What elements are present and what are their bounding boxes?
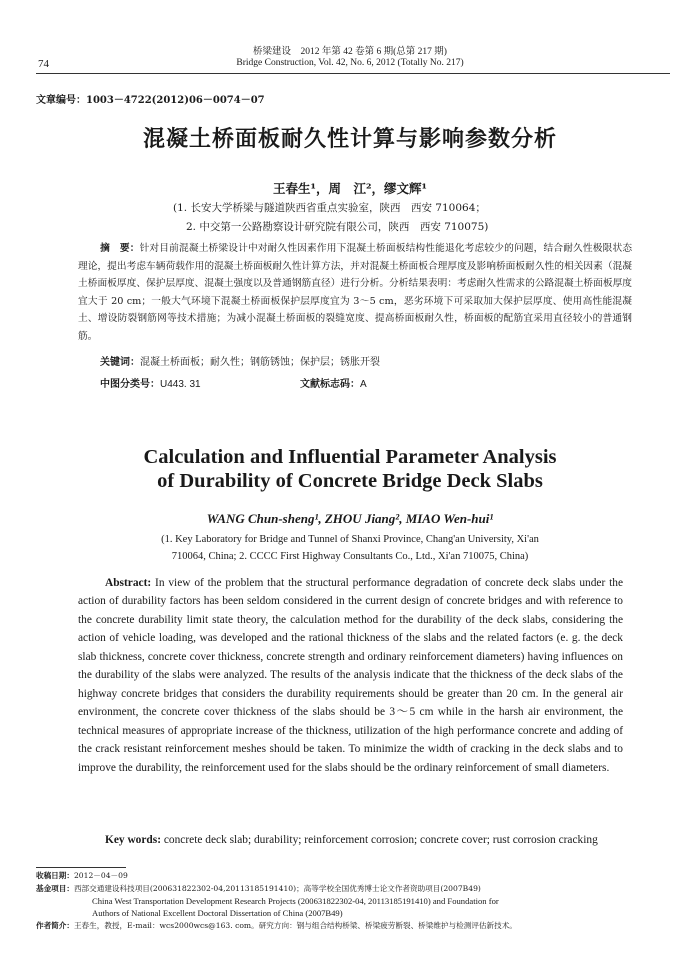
english-affiliation-1: (1. Key Laboratory for Bridge and Tunnel of Shanxi Province, Chang'an University, Xi'an — [161, 534, 539, 545]
page-number: 74 — [38, 58, 49, 70]
chinese-abstract-text: 针对目前混凝土桥梁设计中对耐久性因素作用下混凝土桥面板结构性能退化考虑较少的问题，结合耐久性极限状态理论，提出考虑车辆荷载作用的混凝土桥面板耐久性计算方法，并对混凝土桥面板合理厚度及影响桥面板耐久性的相关因素（混凝土桥面板厚度、保护层厚度、混凝土强度以及普通钢筋直径）进行分析。分析结果表明：考虑耐久性需求的公路混凝土桥面板厚度宜大于 20 cm；一般大气环境下混凝土桥面板保护层厚度宜为 3～5 cm，恶劣环境下可采取加大保护层厚度、使用高性能混凝土、增设防裂钢筋网等技术措施；为减小混凝土桥面板的裂缝宽度、提高桥面板耐久性，桥面板的配筋宜采用直径较小的普通钢筋。 — [78, 243, 633, 342]
author-bio-text: 王春生，教授，E-mail：wcs2000wcs@163. com。研究方向：钢与组合结构桥梁、桥梁疲劳断裂、桥梁维护与检测评估新技术。 — [73, 921, 517, 930]
document-code-value: A — [360, 379, 367, 390]
document-code — [300, 375, 367, 390]
english-authors: WANG Chun-sheng¹, ZHOU Jiang², MIAO Wen-hui¹ — [206, 511, 494, 526]
english-abstract-label: Abstract: — [105, 577, 152, 589]
journal-header-cn: 桥梁建设 2012 年第 42 卷第 6 期(总第 217 期) — [253, 47, 447, 57]
fund-text-en-1: China West Transportation Development Research Projects (200631822302-04, 20113185191410) and Foundation for — [92, 896, 499, 906]
received-label: 收稿日期： — [36, 871, 74, 880]
chinese-authors: 王春生¹，周 江²，缪文辉¹ — [273, 181, 427, 196]
english-keywords-label: Key words: — [105, 834, 161, 846]
fund-label: 基金项目： — [36, 884, 74, 893]
chinese-keywords-text: 混凝土桥面板；耐久性；钢筋锈蚀；保护层；锈胀开裂 — [140, 357, 380, 368]
fund-text-en-2: Authors of National Excellent Doctoral Dissertation of China (2007B49) — [92, 908, 343, 918]
fund-text-cn: 西部交通建设科技项目(200631822302-04,20113185191410)；高等学校全国优秀博士论文作者资助项目(2007B49) — [73, 884, 481, 893]
english-title-line-2: of Durability of Concrete Bridge Deck Slabs — [157, 470, 543, 492]
chinese-keywords — [100, 353, 380, 368]
footnote-rule — [36, 867, 126, 868]
clc-number — [100, 375, 201, 390]
chinese-abstract-label: 摘 要： — [100, 243, 140, 254]
english-abstract — [78, 574, 623, 777]
header-rule — [36, 73, 670, 74]
english-title-line-1: Calculation and Influential Parameter Analysis — [143, 446, 557, 468]
english-affiliation-2: 710064, China; 2. CCCC First Highway Consultants Co., Ltd., Xi'an 710075, China) — [171, 551, 529, 562]
chinese-affiliation-1: (1. 长安大学桥梁与隧道陕西省重点实验室，陕西 西安 710064； — [173, 202, 486, 214]
received-date — [36, 871, 636, 881]
author-bio-label: 作者简介： — [36, 921, 74, 930]
fund-project — [36, 884, 636, 894]
english-keywords — [78, 832, 623, 849]
received-value: 2012－04－09 — [73, 871, 128, 880]
document-code-label: 文献标志码： — [300, 379, 360, 390]
author-bio — [36, 921, 636, 931]
article-number-label: 文章编号： — [36, 95, 86, 106]
clc-value: U443. 31 — [160, 379, 201, 390]
english-abstract-text: In view of the problem that the structural performance degradation of concrete deck slabs under the action of durability factors has been seldom considered in the current design of concrete bridges and with reference to the concrete durability limit state theory, the calculation method for the durability of the deck slabs, considering the action of vehicle loading, was developed and the rational thickness of the slabs and the related factors (e. g. the deck slab thickness, concrete cover thickness, concrete strength and ordinary reinforcement diameters) having influences on the durability of the slabs were analyzed. The results of the analysis indicate that the thickness of the deck slabs of the highway concrete bridges that considers the durability requirements should be greater than 20 cm. In the general air environment, the concrete cover thickness of the slabs should be 3～5 cm while in the harsh air environment, the technical measures of appropriate increase of the thickness, utilization of the high performance concrete and adding of the crack resistant reinforcement meshes should be taken. To minimize the width of cracking in the deck slabs and to improve the durability, the reinforcement used for the slabs should be the ordinary reinforcement of small diameters. — [78, 577, 623, 774]
article-number-value: 1003－4722(2012)06－0074－07 — [86, 95, 265, 106]
chinese-title: 混凝土桥面板耐久性计算与影响参数分析 — [142, 127, 557, 152]
chinese-affiliation-2: 2. 中交第一公路勘察设计研究院有限公司，陕西 西安 710075) — [186, 221, 489, 233]
chinese-keywords-label: 关键词： — [100, 357, 140, 368]
article-number — [36, 91, 265, 106]
english-keywords-text: concrete deck slab; durability; reinforcement corrosion; concrete cover; rust corrosion cracking — [163, 834, 598, 846]
journal-header-en: Bridge Construction, Vol. 42, No. 6, 2012 (Totally No. 217) — [236, 58, 464, 68]
clc-label: 中图分类号： — [100, 379, 160, 390]
chinese-abstract — [78, 240, 632, 345]
